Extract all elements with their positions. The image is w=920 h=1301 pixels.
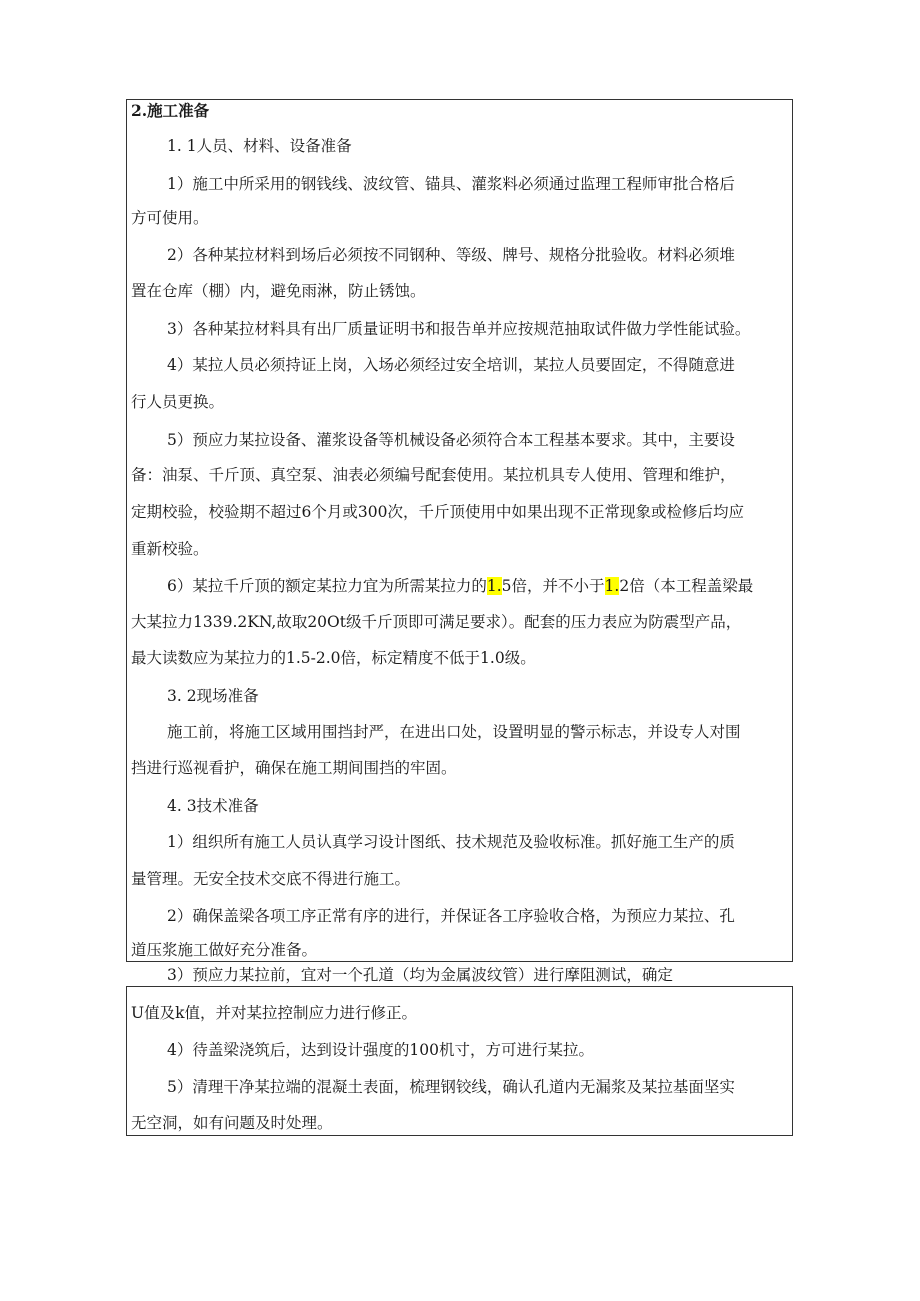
paragraph-line: 大某拉力1339.2KN,故取20Ot级千斤顶即可满足要求）。配套的压力表应为防震型产品， (131, 613, 742, 631)
paragraph-line: 4）某拉人员必须持证上岗，入场必须经过安全培训，某拉人员要固定，不得随意进 (167, 356, 735, 374)
paragraph-line: 量管理。无安全技术交底不得进行施工。 (131, 870, 411, 888)
paragraph-line: 无空洞，如有问题及时处理。 (131, 1114, 333, 1132)
paragraph-line: 定期校验，校验期不超过6个月或300次，千斤顶使用中如果出现不正常现象或检修后均应 (131, 503, 744, 521)
paragraph-line: 1）施工中所采用的钢钱线、波纹管、锚具、灌浆料必须通过监理工程师审批合格后 (167, 175, 735, 193)
subsection-heading: 4. 3技术准备 (167, 797, 259, 815)
paragraph-line: 5）预应力某拉设备、灌浆设备等机械设备必须符合本工程基本要求。其中，主要设 (167, 431, 735, 449)
paragraph-line: 3）各种某拉材料具有出厂质量证明书和报告单并应按规范抽取试件做力学性能试验。 (167, 320, 751, 338)
text-run: 6）某拉千斤顶的额定某拉力宜为所需某拉力的 (167, 577, 487, 595)
paragraph-line: 最大读数应为某拉力的1.5-2.0倍，标定精度不低于1.0级。 (131, 649, 536, 667)
paragraph-line: 2）各种某拉材料到场后必须按不同钢种、等级、牌号、规格分批验收。材料必须堆 (167, 246, 735, 264)
paragraph-line: 道压浆施工做好充分准备。 (131, 941, 318, 959)
highlighted-text: 1. (486, 577, 502, 595)
paragraph-line: 施工前，将施工区域用围挡封严，在进出口处，设置明显的警示标志，并设专人对围 (167, 723, 741, 741)
subsection-heading: 1. 1人员、材料、设备准备 (167, 137, 352, 155)
paragraph-line: 备：油泵、千斤顶、真空泵、油表必须编号配套使用。某拉机具专人使用、管理和维护， (131, 466, 736, 484)
paragraph-line: 方可使用。 (131, 209, 209, 227)
paragraph-line: 重新校验。 (131, 540, 209, 558)
text-run: 2倍（本工程盖梁最 (619, 577, 754, 595)
subsection-heading: 3. 2现场准备 (167, 687, 259, 705)
section-title: 2.施工准备 (131, 101, 210, 120)
paragraph-line: 挡进行巡视看护，确保在施工期间围挡的牢固。 (131, 759, 457, 777)
paragraph-line: 3）预应力某拉前，宜对一个孔道（均为金属波纹管）进行摩阻测试，确定 (167, 966, 673, 984)
paragraph-line: 行人员更换。 (131, 393, 225, 411)
paragraph-line: 2）确保盖梁各项工序正常有序的进行，并保证各工序验收合格，为预应力某拉、孔 (167, 907, 735, 925)
highlighted-text: 1. (604, 577, 620, 595)
paragraph-line: 5）清理干净某拉端的混凝土表面，梳理钢铰线，确认孔道内无漏浆及某拉基面坚实 (167, 1078, 735, 1096)
paragraph-line: 置在仓库（棚）内，避免雨淋，防止锈蚀。 (131, 282, 426, 300)
paragraph-line: U值及k值，并对某拉控制应力进行修正。 (131, 1004, 417, 1022)
paragraph-line: 4）待盖梁浇筑后，达到设计强度的100机寸，方可进行某拉。 (167, 1041, 594, 1059)
paragraph-line (167, 576, 753, 596)
text-run: 5倍，并不小于 (501, 577, 605, 595)
paragraph-line: 1）组织所有施工人员认真学习设计图纸、技术规范及验收标准。抓好施工生产的质 (167, 833, 735, 851)
